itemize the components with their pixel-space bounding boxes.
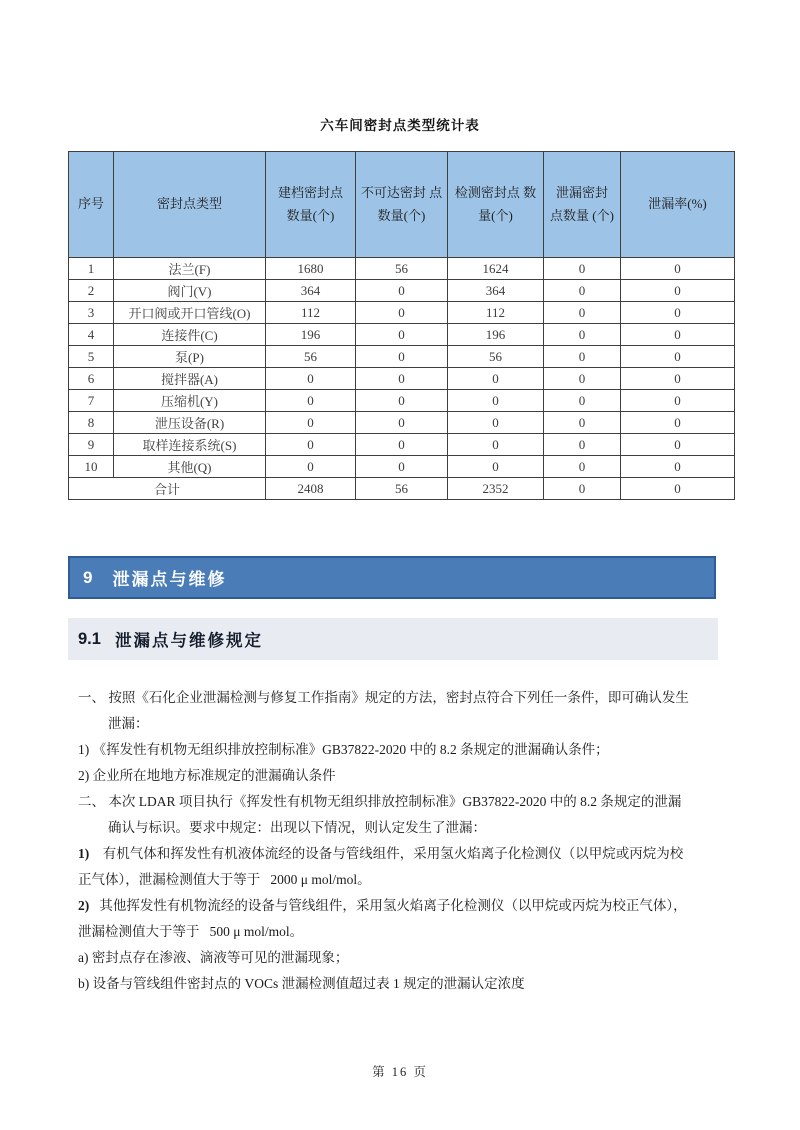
table-cell: 0 — [544, 258, 621, 280]
table-row — [69, 258, 735, 280]
table-cell: 0 — [356, 280, 448, 302]
table-cell: 2408 — [266, 478, 356, 500]
table-cell: 0 — [621, 346, 735, 368]
page-number-label: 第 16 页 — [372, 1065, 428, 1079]
seal-point-stats-table — [68, 151, 735, 500]
table-cell: 0 — [621, 368, 735, 390]
table-cell: 0 — [266, 390, 356, 412]
table-cell: 0 — [544, 302, 621, 324]
table-row — [69, 302, 735, 324]
table-body — [69, 258, 735, 500]
table-row — [69, 434, 735, 456]
table-cell: 0 — [621, 412, 735, 434]
table-cell: 0 — [544, 434, 621, 456]
paragraph-line: 1) 《挥发性有机物无组织排放控制标准》GB37822-2020 中的 8.2 条规定的泄漏确认条件； — [78, 742, 609, 757]
table-cell: 364 — [266, 280, 356, 302]
page-footer — [0, 1062, 800, 1080]
header-cell: 密封点类型 — [114, 152, 266, 258]
table-header — [69, 152, 735, 258]
table-cell: 7 — [69, 390, 114, 412]
table-row — [69, 346, 735, 368]
table-cell: 10 — [69, 456, 114, 478]
table-cell: 5 — [69, 346, 114, 368]
table-cell: 0 — [266, 412, 356, 434]
header-cell: 不可达密封 点数量(个) — [356, 152, 448, 258]
table-cell: 0 — [448, 368, 544, 390]
table-cell: 0 — [448, 412, 544, 434]
paragraph-line: 2) 其他挥发性有机物流经的设备与管线组件，采用氢火焰离子化检测仪（以甲烷或丙烷为校正气体）， — [78, 898, 687, 913]
subsection-number: 9.1 — [78, 629, 101, 648]
list-marker: 2) — [78, 898, 90, 913]
paragraph-line: 1) 有机气体和挥发性有机液体流经的设备与管线组件，采用氢火焰离子化检测仪（以甲烷或丙烷为校 — [78, 846, 684, 861]
table-cell: 开口阀或开口管线(O) — [114, 302, 266, 324]
table-cell: 56 — [356, 478, 448, 500]
section-heading — [68, 556, 716, 599]
header-cell: 序号 — [69, 152, 114, 258]
table-cell: 2 — [69, 280, 114, 302]
table-row — [69, 368, 735, 390]
table-cell: 364 — [448, 280, 544, 302]
subsection-heading — [68, 618, 718, 660]
table-cell: 56 — [448, 346, 544, 368]
table-cell: 112 — [266, 302, 356, 324]
paragraph-line: 确认与标识。要求中规定：出现以下情况，则认定发生了泄漏： — [108, 820, 486, 835]
table-cell: 0 — [621, 324, 735, 346]
header-cell: 泄漏率(%) — [621, 152, 735, 258]
table-cell: 0 — [544, 456, 621, 478]
table-cell: 0 — [621, 390, 735, 412]
table-cell: 泄压设备(R) — [114, 412, 266, 434]
table-cell: 0 — [621, 302, 735, 324]
table-cell: 0 — [448, 434, 544, 456]
table-cell: 0 — [544, 478, 621, 500]
table-header-row — [69, 152, 735, 258]
table-cell: 0 — [356, 412, 448, 434]
subsection-title: 泄漏点与维修规定 — [114, 632, 263, 650]
table-row — [69, 280, 735, 302]
table-cell: 0 — [356, 324, 448, 346]
table-cell: 0 — [544, 346, 621, 368]
paragraph-line: 正气体），泄漏检测值大于等于 2000 μ mol/mol。 — [78, 872, 371, 887]
table-cell: 泵(P) — [114, 346, 266, 368]
table-cell: 0 — [544, 324, 621, 346]
table-cell: 0 — [356, 346, 448, 368]
table-cell: 阀门(V) — [114, 280, 266, 302]
table-cell: 0 — [621, 478, 735, 500]
table-cell: 搅拌器(A) — [114, 368, 266, 390]
table-cell: 0 — [356, 434, 448, 456]
total-label-cell: 合计 — [69, 478, 266, 500]
paragraph-line: 二、 本次 LDAR 项目执行《挥发性有机物无组织排放控制标准》GB37822-2020 中的 8.2 条规定的泄漏 — [78, 794, 682, 809]
table-cell: 8 — [69, 412, 114, 434]
table-cell: 0 — [544, 368, 621, 390]
section-title: 泄漏点与维修 — [112, 570, 227, 589]
table-title: 六车间密封点类型统计表 — [320, 118, 480, 133]
table-cell: 4 — [69, 324, 114, 346]
table-cell: 0 — [621, 280, 735, 302]
table-cell: 6 — [69, 368, 114, 390]
list-marker: 1) — [78, 846, 90, 861]
header-cell: 检测密封点 数量(个) — [448, 152, 544, 258]
table-cell: 0 — [356, 302, 448, 324]
header-cell: 建档密封点 数量(个) — [266, 152, 356, 258]
table-cell: 0 — [266, 368, 356, 390]
table-cell: 0 — [266, 456, 356, 478]
table-cell: 0 — [621, 456, 735, 478]
table-cell: 0 — [544, 412, 621, 434]
paragraph-line: b) 设备与管线组件密封点的 VOCs 泄漏检测值超过表 1 规定的泄漏认定浓度 — [78, 976, 525, 991]
paragraph-line: 2) 企业所在地地方标准规定的泄漏确认条件 — [78, 768, 336, 783]
table-row — [69, 456, 735, 478]
table-cell: 0 — [544, 280, 621, 302]
table-row — [69, 390, 735, 412]
table-cell: 3 — [69, 302, 114, 324]
table-cell: 2352 — [448, 478, 544, 500]
table-cell: 196 — [448, 324, 544, 346]
table-cell: 9 — [69, 434, 114, 456]
table-cell: 0 — [621, 258, 735, 280]
table-row — [69, 324, 735, 346]
table-cell: 56 — [356, 258, 448, 280]
table-cell: 0 — [544, 390, 621, 412]
table-cell: 其他(Q) — [114, 456, 266, 478]
paragraph-line: 泄漏： — [108, 716, 149, 731]
paragraph-line: a) 密封点存在渗液、滴液等可见的泄漏现象； — [78, 950, 349, 965]
table-cell: 0 — [448, 456, 544, 478]
table-cell: 56 — [266, 346, 356, 368]
table-cell: 1624 — [448, 258, 544, 280]
header-cell: 泄漏密封 点数量 (个) — [544, 152, 621, 258]
section-number: 9 — [83, 567, 93, 587]
paragraph-line: 泄漏检测值大于等于 500 μ mol/mol。 — [78, 924, 304, 939]
table-cell: 法兰(F) — [114, 258, 266, 280]
table-total-row — [69, 478, 735, 500]
paragraph-line: 一、 按照《石化企业泄漏检测与修复工作指南》规定的方法，密封点符合下列任一条件，即可确认发生 — [78, 690, 689, 705]
table-cell: 连接件(C) — [114, 324, 266, 346]
table-cell: 0 — [356, 456, 448, 478]
table-cell: 0 — [356, 368, 448, 390]
table-cell: 1680 — [266, 258, 356, 280]
table-cell: 0 — [621, 434, 735, 456]
table-cell: 112 — [448, 302, 544, 324]
table-cell: 0 — [448, 390, 544, 412]
table-cell: 取样连接系统(S) — [114, 434, 266, 456]
body-text — [78, 685, 738, 997]
table-cell: 0 — [266, 434, 356, 456]
table-row — [69, 412, 735, 434]
table-cell: 0 — [356, 390, 448, 412]
table-cell: 1 — [69, 258, 114, 280]
table-cell: 压缩机(Y) — [114, 390, 266, 412]
table-cell: 196 — [266, 324, 356, 346]
